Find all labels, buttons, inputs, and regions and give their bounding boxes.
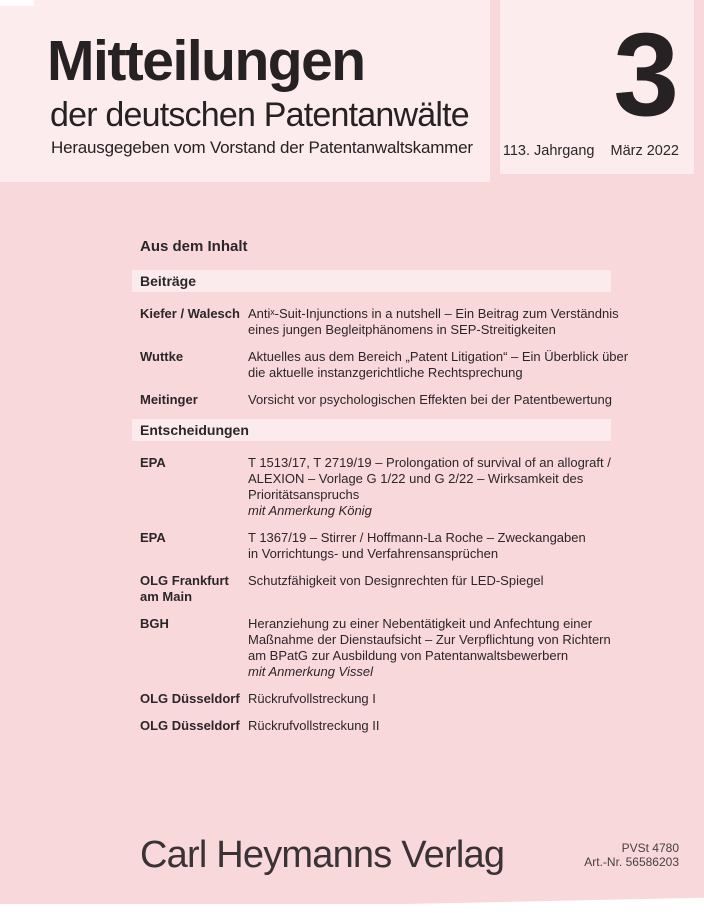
toc-entry-line: eines jungen Begleitphänomens in SEP-Streitigkeiten — [248, 322, 556, 337]
publisher-name: Carl Heymanns Verlag — [140, 834, 505, 876]
toc-entry-text — [248, 616, 611, 680]
journal-title: Mitteilungen — [47, 29, 365, 93]
toc-entry-text — [248, 392, 612, 408]
toc-entry-line: Antiˣ-Suit-Injunctions in a nutshell – Ein Beitrag zum Verständnis — [248, 306, 619, 321]
toc-entry-label: OLG Düsseldorf — [140, 691, 240, 706]
toc-entry-line: Schutzfähigkeit von Designrechten für LED-Spiegel — [248, 573, 544, 588]
toc-entry-line: in Vorrichtungs- und Verfahrensansprüchen — [248, 546, 499, 561]
toc-entry-line: Maßnahme der Dienstaufsicht – Zur Verpflichtung von Richtern — [248, 632, 611, 647]
toc-entry-line: Prioritätsanspruchs — [248, 487, 360, 502]
toc-entry-text — [248, 455, 611, 519]
toc-entry-line: Aktuelles aus dem Bereich „Patent Litigation“ – Ein Überblick über — [248, 349, 629, 364]
article-number: Art.-Nr. 56586203 — [584, 855, 679, 869]
issue-number: 3 — [613, 9, 679, 141]
footer-meta — [584, 841, 679, 869]
toc-entry-label: OLG Düsseldorf — [140, 718, 240, 733]
toc-entry — [132, 392, 611, 408]
toc-entry-text — [248, 718, 611, 734]
toc-entry-line: Rückrufvollstreckung I — [248, 691, 376, 706]
toc-entry — [132, 455, 611, 519]
scan-notch-top-left — [0, 0, 34, 6]
toc-entry — [132, 573, 611, 605]
toc-entry-note: mit Anmerkung Vissel — [248, 664, 373, 679]
toc-entry-line: ALEXION – Vorlage G 1/22 und G 2/22 – Wirksamkeit des — [248, 471, 584, 486]
table-of-contents — [132, 238, 629, 745]
toc-entry-line: T 1367/19 – Stirrer / Hoffmann-La Roche – Zweckangaben — [248, 530, 586, 545]
section-title: Entscheidungen — [140, 422, 249, 438]
toc-entry-label: EPA — [140, 455, 166, 470]
toc-entry-label: BGH — [140, 616, 169, 631]
toc-entry-line: Vorsicht vor psychologischen Effekten bei der Patentbewertung — [248, 392, 612, 407]
toc-entry — [132, 691, 611, 707]
toc-entry-line: Heranziehung zu einer Nebentätigkeit und Anfechtung einer — [248, 616, 593, 631]
issue-meta — [503, 143, 679, 159]
toc-entry-note: mit Anmerkung König — [248, 503, 372, 518]
section-title: Beiträge — [140, 273, 197, 289]
volume-label: 113. Jahrgang — [502, 143, 595, 159]
toc-entry-label: EPA — [140, 530, 166, 545]
issue-date: März 2022 — [610, 143, 679, 159]
toc-entry-line: am BPatG zur Ausbildung von Patentanwaltsbewerbern — [248, 648, 569, 663]
contents-heading: Aus dem Inhalt — [140, 238, 248, 255]
postal-code: PVSt 4780 — [621, 841, 679, 855]
masthead-panel — [0, 0, 490, 182]
toc-entry-label: Kiefer / Walesch — [140, 306, 240, 321]
journal-tagline: Herausgegeben vom Vorstand der Patentanwaltskammer — [51, 138, 473, 157]
toc-entry-text — [248, 691, 611, 707]
toc-entry-label: Meitinger — [140, 392, 198, 407]
issue-panel — [500, 0, 694, 174]
toc-entry-label: Wuttke — [140, 349, 184, 364]
section-band-entscheidungen — [132, 419, 611, 441]
toc-entry-text — [248, 349, 628, 381]
section-band-beitraege — [132, 270, 611, 292]
toc-entry — [132, 616, 611, 680]
toc-entry-line: T 1513/17, T 2719/19 – Prolongation of survival of an allograft / — [248, 455, 611, 470]
toc-entry — [132, 306, 619, 338]
toc-entry-text — [248, 530, 611, 562]
toc-entry-line: die aktuelle instanzgerichtliche Rechtsprechung — [248, 365, 523, 380]
toc-entry-label: OLG Frankfurt am Main — [140, 573, 229, 604]
toc-entry — [132, 349, 629, 381]
toc-entry-text — [248, 306, 619, 338]
toc-entry-text — [248, 573, 611, 605]
journal-subtitle: der deutschen Patentanwälte — [50, 96, 469, 134]
toc-entry-line: Rückrufvollstreckung II — [248, 718, 380, 733]
toc-entry — [132, 530, 611, 562]
toc-entry — [132, 718, 611, 734]
